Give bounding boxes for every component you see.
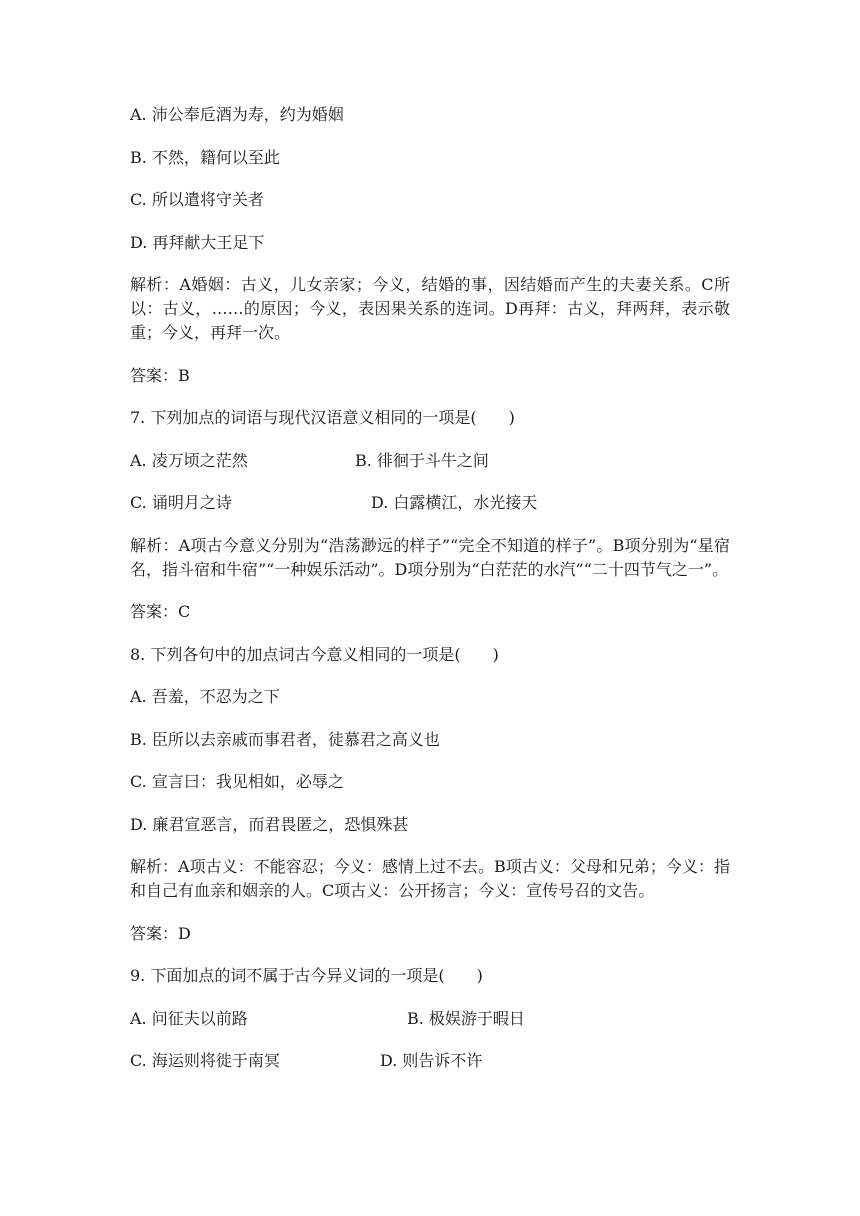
question-8-stem: 8. 下列各句中的加点词古今意义相同的一项是( ): [130, 644, 499, 664]
question-9-option-a: A. 问征夫以前路: [130, 1008, 248, 1028]
question-7-option-d: D. 白露横江，水光接天: [371, 493, 538, 512]
question-6-option-a: A. 沛公奉卮酒为寿，约为婚姻: [130, 105, 344, 124]
question-8-option-b: B. 臣所以去亲戚而事君者，徒慕君之高义也: [130, 729, 440, 749]
question-6-option-d: D. 再拜献大王足下: [130, 232, 265, 252]
document-page: [130, 103, 730, 1092]
question-6-option-b: B. 不然，籍何以至此: [130, 147, 280, 167]
question-6-answer: 答案：B: [130, 365, 190, 385]
question-9-stem: 9. 下面加点的词不属于古今异义词的一项是( ): [130, 966, 483, 985]
question-9-options-row-2: [130, 1049, 730, 1073]
question-7-option-b: B. 徘徊于斗牛之间: [355, 450, 489, 470]
question-9-option-d: D. 则告诉不许: [380, 1051, 483, 1070]
question-7-options-row-1: [130, 449, 730, 473]
question-6-option-c: C. 所以遣将守关者: [130, 190, 264, 209]
question-9-option-c: C. 海运则将徙于南冥: [130, 1051, 280, 1070]
question-8-option-c: C. 宣言曰：我见相如，必辱之: [130, 772, 344, 791]
question-9-options-row-1: [130, 1007, 730, 1031]
question-8-option-a: A. 吾羞，不忍为之下: [130, 687, 280, 706]
question-7-options-row-2: [130, 491, 730, 515]
question-7-stem: 7. 下列加点的词语与现代汉语意义相同的一项是( ): [130, 408, 515, 427]
question-6-analysis: 解析：A婚姻：古义，儿女亲家；今义，结婚的事，因结婚而产生的夫妻关系。C所以：古义，……的原因；今义，表因果关系的连词。D再拜：古义，拜两拜，表示敬重；今义，再拜一次。: [130, 275, 730, 342]
question-8-option-d: D. 廉君宣恶言，而君畏匿之，恐惧殊甚: [130, 814, 409, 834]
question-7-option-a: A. 凌万顷之茫然: [130, 450, 248, 470]
question-7-option-c: C. 诵明月之诗: [130, 493, 232, 512]
question-8-answer: 答案：D: [130, 923, 191, 943]
question-9-option-b: B. 极娱游于暇日: [407, 1008, 525, 1028]
question-7-analysis: 解析：A项古今意义分别为“浩荡渺远的样子”“完全不知道的样子”。B项分别为“星宿名，指斗宿和牛宿”“一种娱乐活动”。D项分别为“白茫茫的水汽”“二十四节气之一”。: [130, 535, 730, 579]
question-8-analysis: 解析：A项古义：不能容忍；今义：感情上过不去。B项古义：父母和兄弟；今义：指和自己有血亲和姻亲的人。C项古义：公开扬言；今义：宣传号召的文告。: [130, 857, 730, 900]
question-7-answer: 答案：C: [130, 602, 191, 621]
